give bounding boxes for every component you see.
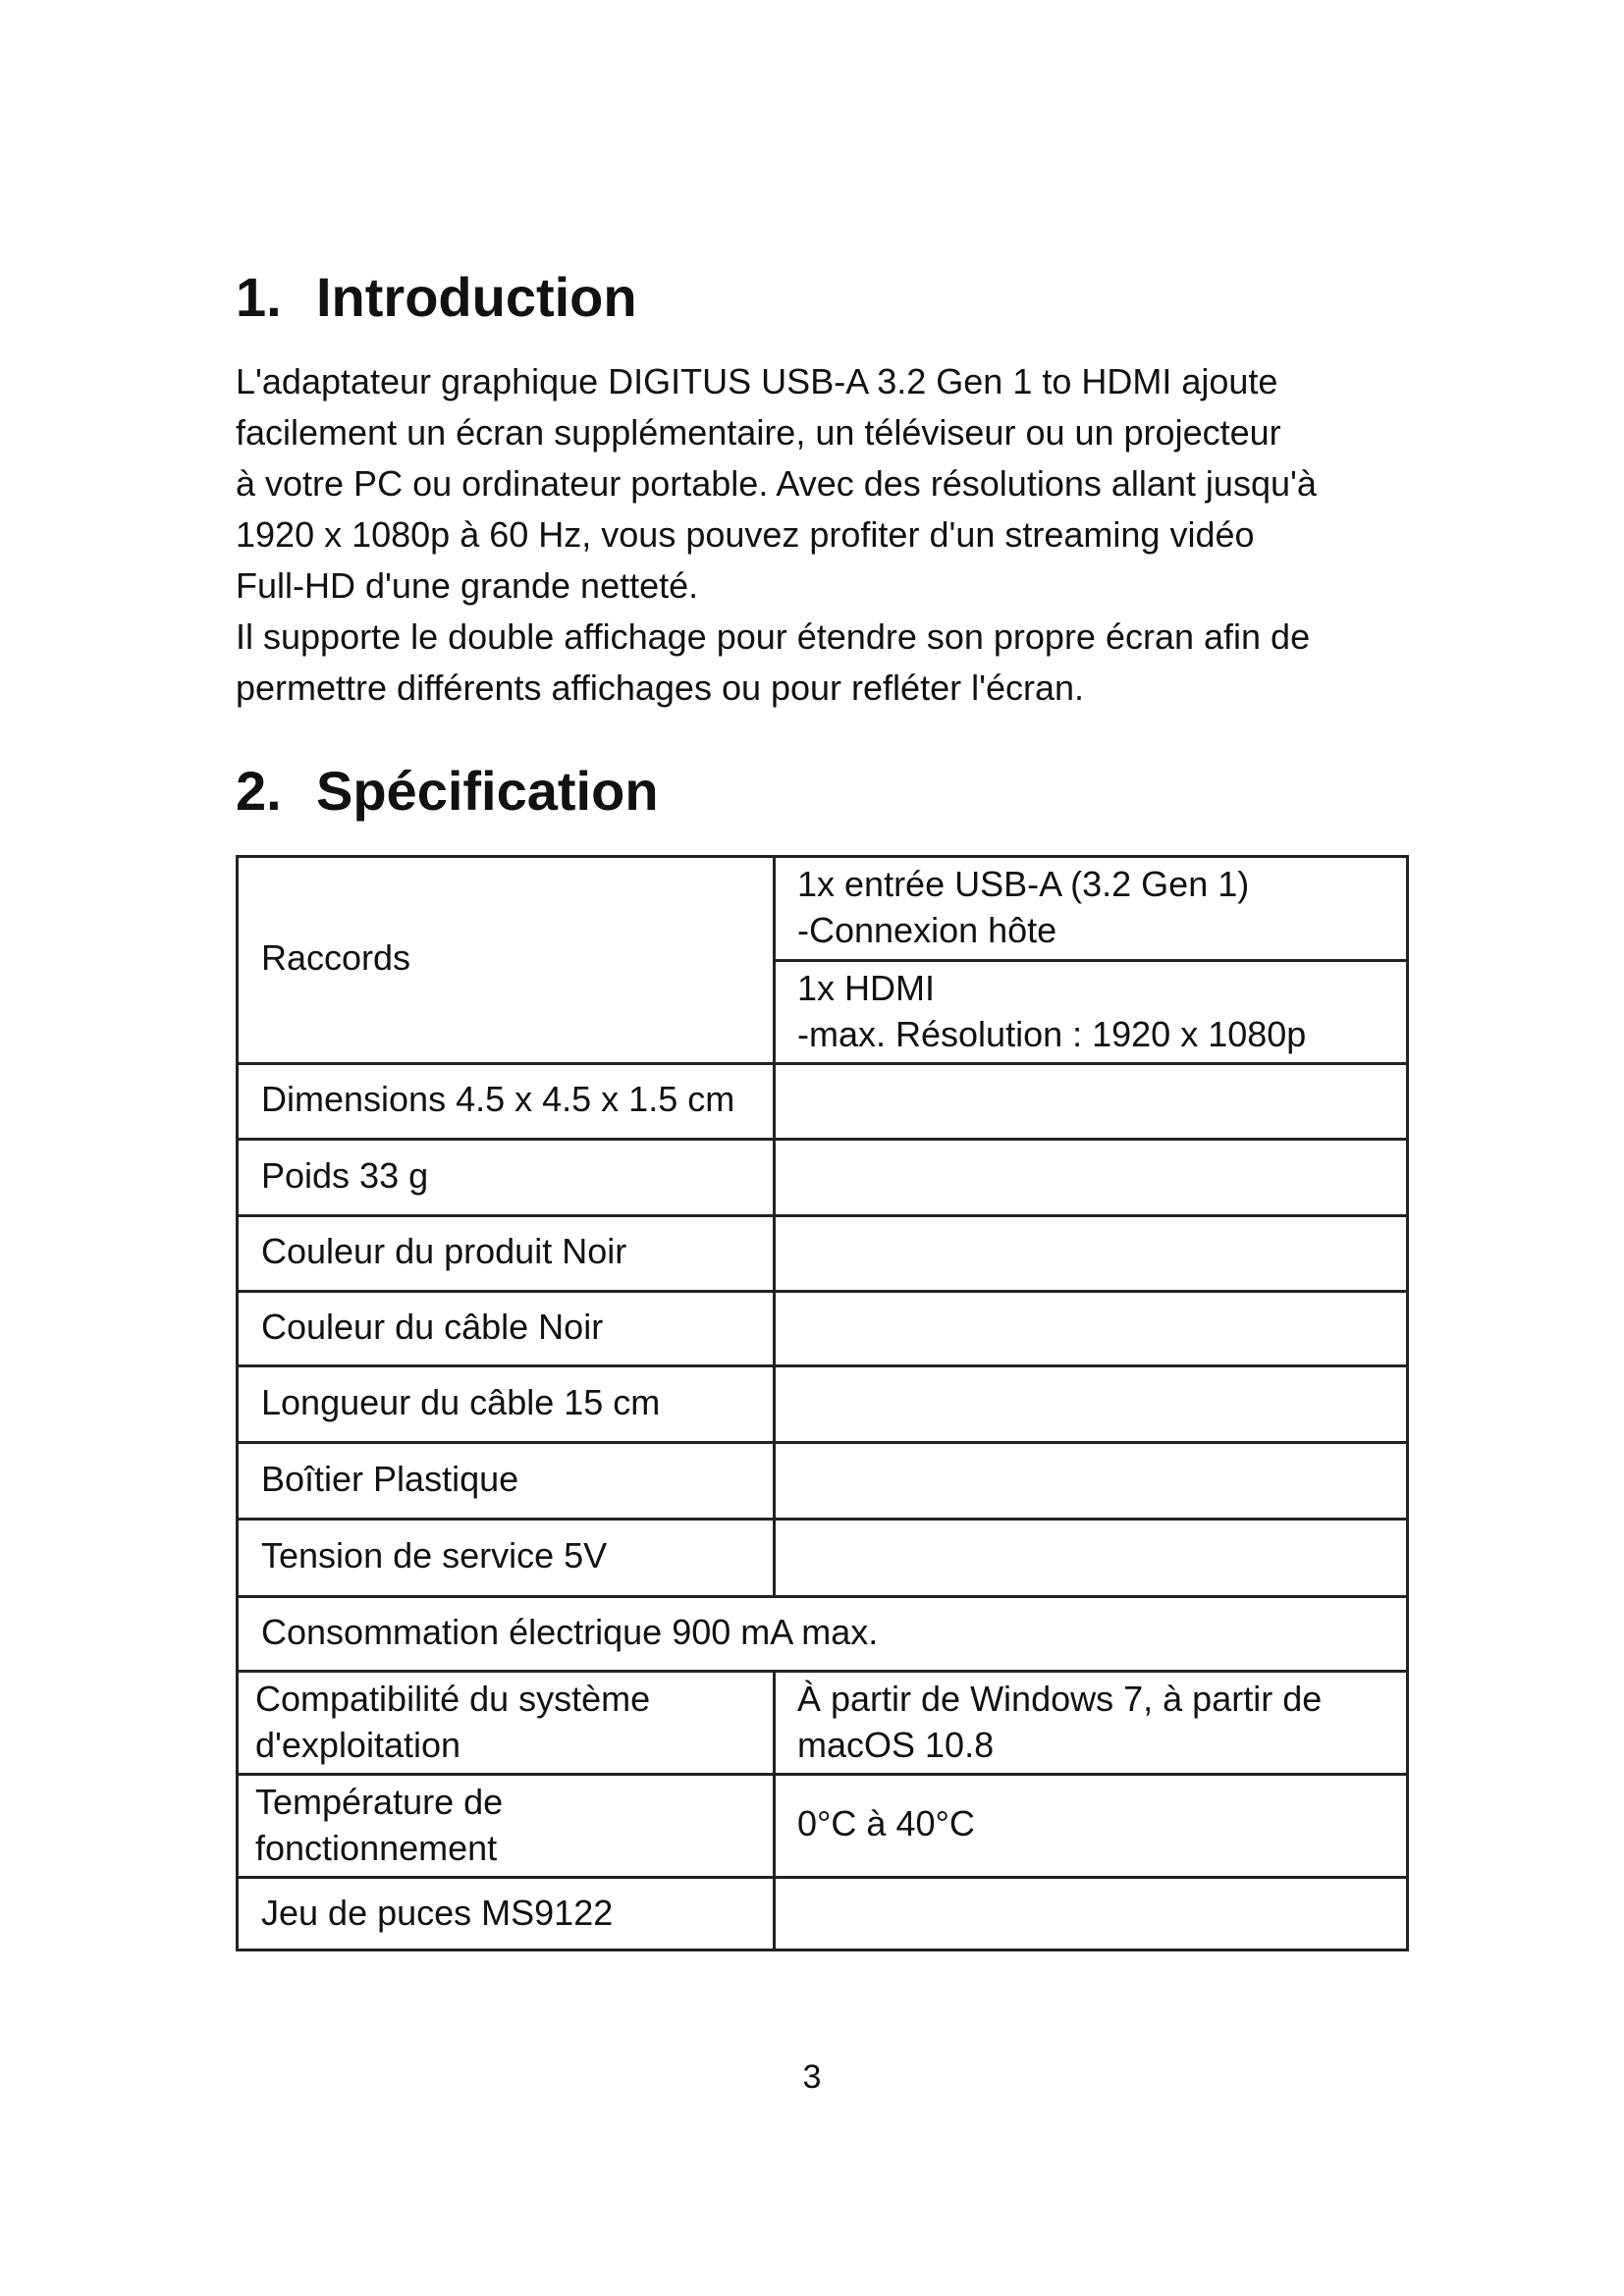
jeu-puces-row: Jeu de puces MS9122 (261, 1892, 614, 1933)
intro-line: à votre PC ou ordinateur portable. Avec des résolutions allant jusqu'à (236, 463, 1317, 504)
compatibilite-label-line: d'exploitation (255, 1724, 461, 1765)
temperature-label-line: Température de (255, 1781, 504, 1822)
compatibilite-label (255, 1670, 650, 1773)
raccords-usb-line: -Connexion hôte (797, 910, 1057, 950)
intro-line: Il supporte le double affichage pour étendre son propre écran afin de (236, 616, 1311, 657)
compatibilite-label-line: Compatibilité du système (255, 1678, 651, 1719)
intro-line: facilement un écran supplémentaire, un téléviseur ou un projecteur (236, 412, 1281, 453)
specification-title: Spécification (316, 760, 659, 822)
compatibilite-value-line: macOS 10.8 (797, 1724, 995, 1765)
temperature-label (255, 1773, 503, 1876)
raccords-usb-cell (797, 855, 1249, 959)
couleur-cable-row: Couleur du câble Noir (261, 1306, 604, 1347)
couleur-produit-row: Couleur du produit Noir (261, 1231, 627, 1272)
compatibilite-value (797, 1670, 1322, 1773)
introduction-paragraph (236, 356, 1414, 714)
page-number: 3 (802, 2058, 822, 2096)
introduction-heading (236, 266, 637, 328)
longueur-cable-row: Longueur du câble 15 cm (261, 1381, 661, 1422)
specification-heading (236, 760, 659, 822)
intro-line: 1920 x 1080p à 60 Hz, vous pouvez profiter d'un streaming vidéo (236, 514, 1255, 555)
specification-table (236, 855, 1409, 1951)
table-column-divider (773, 855, 776, 1598)
raccords-hdmi-line: 1x HDMI (797, 968, 936, 1008)
specification-number: 2. (236, 760, 282, 822)
dimensions-row: Dimensions 4.5 x 4.5 x 1.5 cm (261, 1079, 735, 1120)
tension-row: Tension de service 5V (261, 1535, 608, 1576)
compatibilite-value-line: À partir de Windows 7, à partir de (797, 1678, 1323, 1719)
intro-line: Full-HD d'une grande netteté. (236, 565, 699, 606)
temperature-label-line: fonctionnement (255, 1827, 498, 1868)
introduction-title: Introduction (316, 266, 637, 328)
table-border-left (236, 855, 239, 1951)
temperature-value: 0°C à 40°C (797, 1803, 975, 1844)
poids-row: Poids 33 g (261, 1154, 429, 1196)
introduction-number: 1. (236, 266, 282, 328)
consommation-row: Consommation électrique 900 mA max. (261, 1611, 879, 1652)
raccords-usb-line: 1x entrée USB-A (3.2 Gen 1) (797, 864, 1250, 904)
raccords-hdmi-line: -max. Résolution : 1920 x 1080p (797, 1014, 1307, 1054)
raccords-hdmi-cell (797, 959, 1306, 1063)
raccords-label: Raccords (261, 937, 411, 979)
intro-line: permettre différents affichages ou pour refléter l'écran. (236, 667, 1085, 708)
table-border-right (1406, 855, 1409, 1951)
intro-line: L'adaptateur graphique DIGITUS USB-A 3.2 Gen 1 to HDMI ajoute (236, 361, 1278, 401)
table-column-divider (773, 1672, 776, 1951)
boitier-row: Boîtier Plastique (261, 1458, 519, 1499)
